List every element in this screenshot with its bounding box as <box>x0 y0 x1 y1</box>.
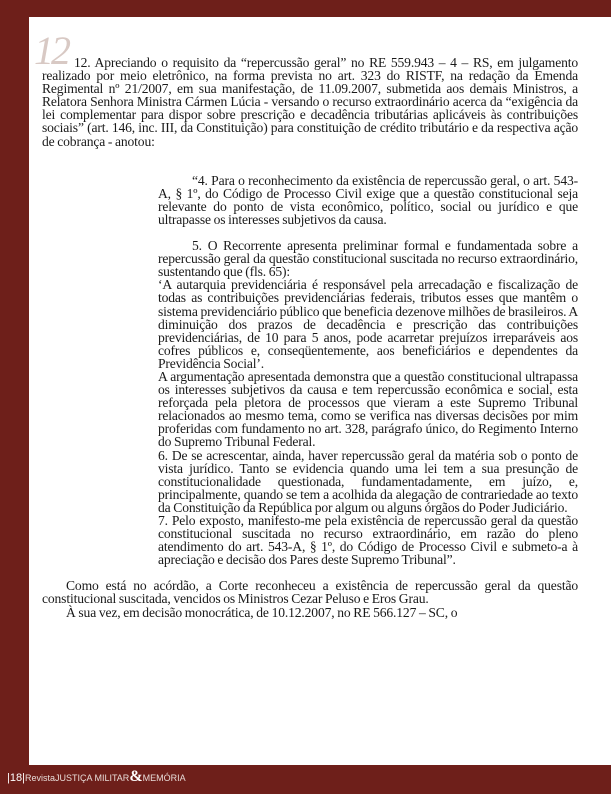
after-paragraph-2: À sua vez, em decisão monocrática, de 10.12.2007, no RE 566.127 – SC, o <box>66 604 458 620</box>
quote-paragraph-7: 7. Pelo exposto, manifesto-me pela existência de repercussão geral da questão constitucional suscitada no recurso extraordinário, em razão do pleno atendimento do art. 543-A, § 1º, do Código de Processo Civil e submeto-a à apreciação e decisão dos Pares deste Supremo Tribunal”. <box>158 513 578 568</box>
quote-paragraph-argument: A argumentação apresentada demonstra que a questão constitucional ultrapassa os interesses subjetivos da causa e tem repercussão econômica e social, esta reforçada pela pletora de processos que vieram a este Supremo Tribunal relacionados ao mesmo tema, como se verifica nas diversas decisões por mim proferidas com fundamento no art. 328, parágrafo único, do Regimento Interno do Supremo Tribunal Federal. <box>158 368 578 450</box>
frame-top <box>0 0 611 17</box>
quote-paragraph-5: 5. O Recorrente apresenta preliminar formal e fundamentada sobre a repercussão geral da questão constitucional suscitada no recurso extraordinário, sustentando que (fls. 65): <box>158 238 578 280</box>
magazine-suffix: MEMÓRIA <box>142 773 186 783</box>
quote-paragraph-4: “4. Para o reconhecimento da existência de repercussão geral, o art. 543-A, § 1º, do Código de Processo Civil exige que a questão constitucional seja relevante do ponto de vista econômico, político, social ou jurídico e que ultrapasse os interesses subjetivos da causa. <box>158 172 578 227</box>
intro-block <box>42 56 578 148</box>
page-number: |18| <box>7 772 25 784</box>
magazine-ampersand: & <box>129 768 143 785</box>
paragraph-number-decoration: 12 <box>34 28 68 73</box>
page-footer <box>7 768 186 784</box>
magazine-prefix: Revista <box>24 773 55 783</box>
frame-left <box>0 0 29 794</box>
quote-paragraph-citation: ‘A autarquia previdenciária é responsável pela arrecadação e fiscalização de todas as contribuições previdenciárias federais, tributos esses que mantêm o sistema previdenciário público que beneficia dezenove milhões de brasileiros. A diminuição dos prazos de decadência e prescrição das contribuições previdenciárias, de 10 para 5 anos, pode acarretar prejuízos irreparáveis aos cofres públicos e, conseqüentemente, aos beneficiários e dependentes da Previdência Social’. <box>158 277 579 371</box>
page-content <box>34 28 579 620</box>
after-paragraph-1: Como está no acórdão, a Corte reconheceu a existência de repercussão geral da questão constitucional suscitada, vencidos os Ministros Cezar Peluso e Eros Grau. <box>42 578 578 607</box>
quote-paragraph-6: 6. De se acrescentar, ainda, haver repercussão geral da matéria sob o ponto de vista jurídico. Tanto se evidencia quando uma lei tem a sua presunção de constitucionalidade questionada, fundamentadamente, em juízo, e, principalmente, quando se tem a acolhida da alegação de contrariedade ao texto da Constituição da República por algum ou alguns órgãos do Poder Judiciário. <box>158 447 578 515</box>
intro-paragraph: 12. Apreciando o requisito da “repercussão geral” no RE 559.943 – 4 – RS, em julgamento realizado por meio eletrônico, na forma prevista no art. 323 do RISTF, na redação da Emenda Regimental nº 21/2007, em sua manifestação, de 11.09.2007, submetida aos demais Ministros, a Relatora Senhora Ministra Cármen Lúcia - versando o recurso extraordinário acerca da “exigência da lei complementar para dispor sobre prescrição e decadência tributárias aplicáveis às contribuições sociais” (art. 146, inc. III, da Constituição) para constituição de crédito tributário e da respectiva ação de cobrança - anotou: <box>42 55 578 149</box>
magazine-title: JUSTIÇA MILITAR <box>54 773 130 783</box>
block-quote <box>158 174 578 567</box>
